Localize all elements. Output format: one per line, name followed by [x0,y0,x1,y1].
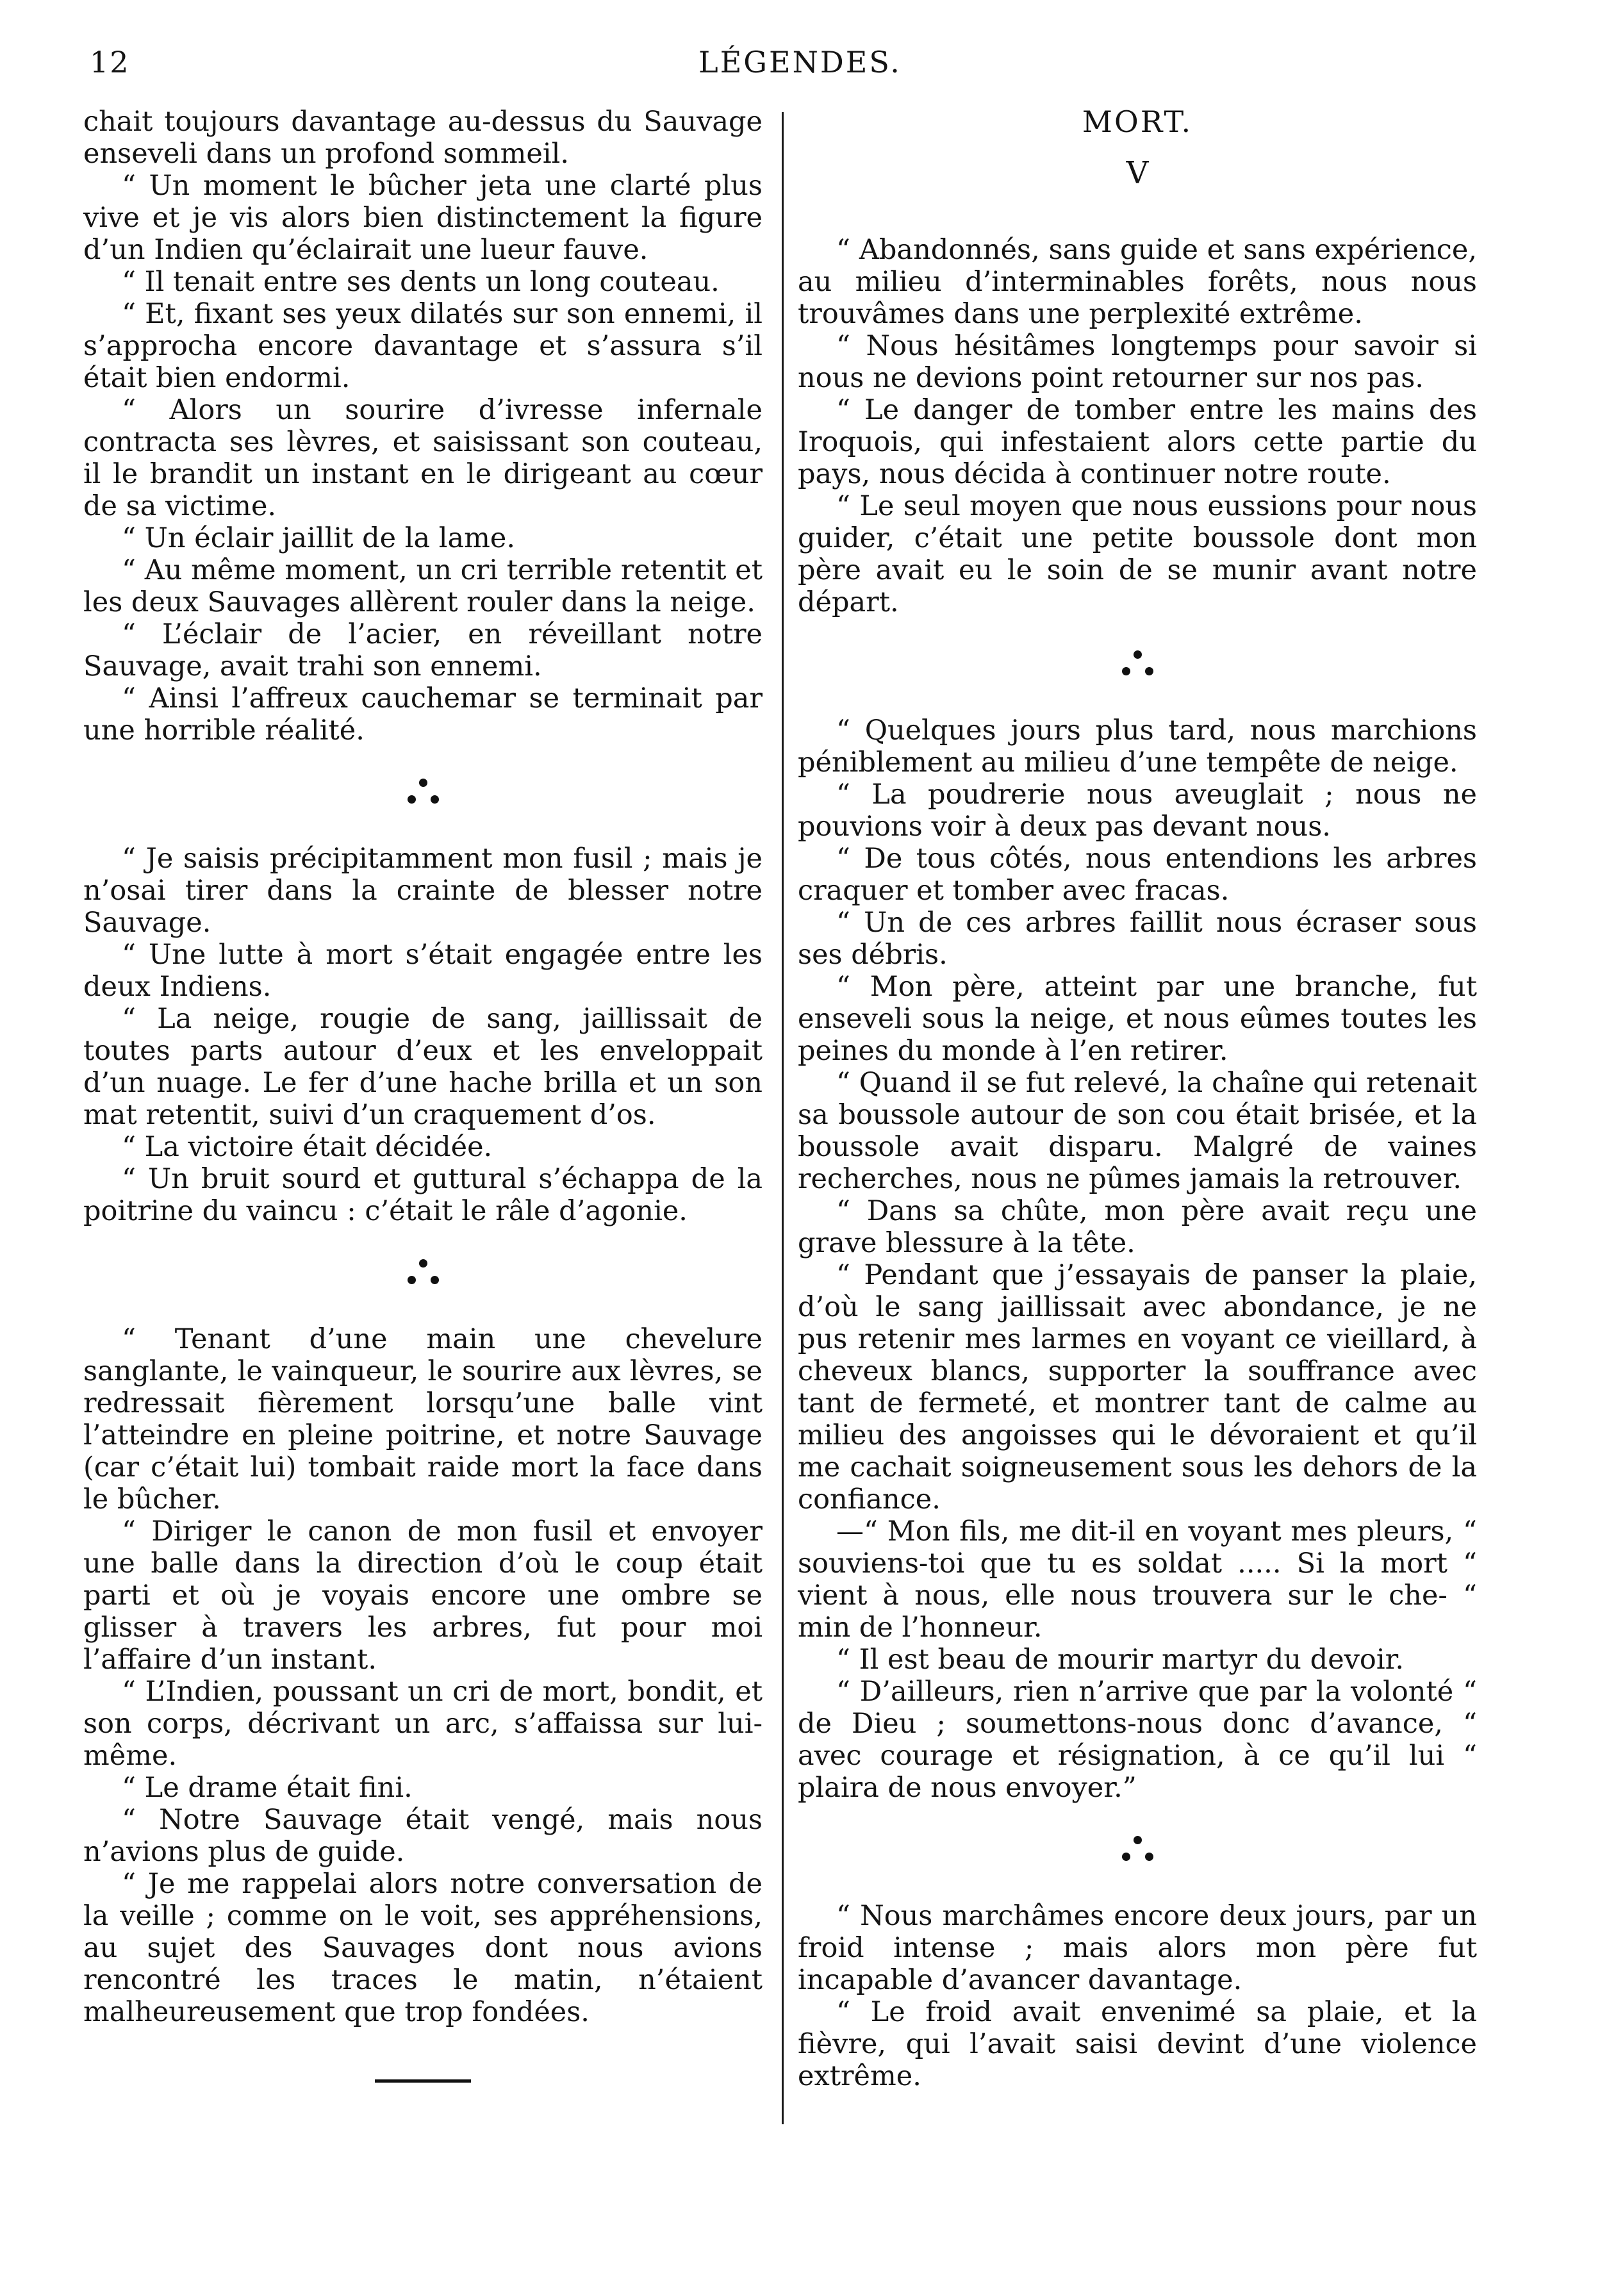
paragraph: “ Abandonnés, sans guide et sans expérience, au milieu d’interminables forêts, nous nous trouvâmes dans une perplexité extrême. [798,234,1477,330]
asterism-separator [83,1234,763,1317]
paragraph: “ L’Indien, poussant un cri de mort, bondit, et son corps, décrivant un arc, s’affaissa sur lui-même. [83,1676,763,1772]
paragraph: “ Quand il se fut relevé, la chaîne qui retenait sa boussole autour de son cou était brisée, et la boussole avait disparu. Malgré de vaines recherches, nous ne pûmes jamais la retrouver. [798,1067,1477,1195]
paragraph: “ D’ailleurs, rien n’arrive que par la volonté “ de Dieu ; soumettons-nous donc d’avance, “ avec courage et résignation, à ce qu’il lui “ plaira de nous envoyer.” [798,1676,1477,1804]
column-divider [782,112,784,2124]
paragraph: “ Quelques jours plus tard, nous marchions péniblement au milieu d’une tempête de neige. [798,714,1477,779]
paragraph: “ Dans sa chûte, mon père avait reçu une grave blessure à la tête. [798,1195,1477,1259]
paragraph: “ Ainsi l’affreux cauchemar se terminait par une horrible réalité. [83,682,763,747]
paragraph: “ Et, fixant ses yeux dilatés sur son ennemi, il s’approcha encore davantage et s’assura s’il était bien endormi. [83,298,763,394]
paragraph: “ De tous côtés, nous entendions les arbres craquer et tomber avec fracas. [798,843,1477,907]
left-column [83,106,763,2083]
paragraph: “ Une lutte à mort s’était engagée entre les deux Indiens. [83,939,763,1003]
paragraph: “ Nous hésitâmes longtemps pour savoir si nous ne devions point retourner sur nos pas. [798,330,1477,394]
closing-rule [375,2079,471,2083]
paragraph: “ Au même moment, un cri terrible retentit et les deux Sauvages allèrent rouler dans la neige. [83,554,763,618]
paragraph: “ Mon père, atteint par une branche, fut enseveli sous la neige, et nous eûmes toutes les peines du monde à l’en retirer. [798,971,1477,1067]
paragraph: “ Un de ces arbres faillit nous écraser sous ses débris. [798,907,1477,971]
paragraph: “ Un éclair jaillit de la lame. [122,522,516,554]
paragraph: “ Le drame était fini. [122,1772,413,1804]
paragraph: “ Alors un sourire d’ivresse infernale contracta ses lèvres, et saisissant son couteau, il le brandit un instant en le dirigeant au cœur de sa victime. [83,394,763,522]
section-numeral: V [1126,155,1149,191]
paragraph: “ Nous marchâmes encore deux jours, par un froid intense ; mais alors mon père fut incapable d’avancer davantage. [798,1900,1477,1996]
asterism-separator [83,753,763,836]
paragraph: “ La neige, rougie de sang, jaillissait de toutes parts autour d’eux et les enveloppait d’un nuage. Le fer d’une hache brilla et un son mat retentit, suivi d’un craquement d’os. [83,1003,763,1131]
paragraph: “ L’éclair de l’acier, en réveillant notre Sauvage, avait trahi son ennemi. [83,618,763,682]
paragraph: “ Tenant d’une main une chevelure sanglante, le vainqueur, le sourire aux lèvres, se redressait fièrement lorsqu’une balle vint l’atteindre en pleine poitrine, et notre Sauvage (car c’était lui) tombait raide mort la face dans le bûcher. [83,1323,763,1516]
paragraph: chait toujours davantage au-dessus du Sauvage enseveli dans un profond sommeil. [83,106,763,170]
paragraph: “ La poudrerie nous aveuglait ; nous ne pouvions voir à deux pas devant nous. [798,779,1477,843]
section-title: MORT. [1082,104,1193,139]
paragraph: “ Je saisis précipitamment mon fusil ; mais je n’osai tirer dans la crainte de blesser notre Sauvage. [83,843,763,939]
asterism-separator [798,1810,1477,1894]
paragraph: “ Le froid avait envenimé sa plaie, et la fièvre, qui l’avait saisi devint d’une violence extrême. [798,1996,1477,2092]
paragraph: “ Il est beau de mourir martyr du devoir. [836,1644,1405,1676]
paragraph: “ Diriger le canon de mon fusil et envoyer une balle dans la direction d’où le coup était parti et où je voyais encore une ombre se glisser à travers les arbres, fut pour moi l’affaire d’un instant. [83,1516,763,1676]
page-number: 12 [90,45,130,79]
paragraph: “ Il tenait entre ses dents un long couteau. [122,266,720,298]
paragraph: “ La victoire était décidée. [122,1131,493,1163]
paragraph: “ Le seul moyen que nous eussions pour nous guider, c’était une petite boussole dont mon père avait eu le soin de se munir avant notre départ. [798,490,1477,618]
paragraph: “ Je me rappelai alors notre conversation de la veille ; comme on le voit, ses appréhensions, au sujet des Sauvages dont nous avions rencontré les traces le matin, n’étaient malheureusement que trop fondées. [83,1868,763,2028]
asterism-separator [798,625,1477,708]
paragraph: “ Pendant que j’essayais de panser la plaie, d’où le sang jaillissait avec abondance, je ne pus retenir mes larmes en voyant ce vieillard, à cheveux blancs, supporter la souffrance avec tant de fermeté, et montrer tant de calme au milieu des angoisses qui le dévoraient et qu’il me cachait soigneusement sous les dehors de la confiance. [798,1259,1477,1516]
right-column [798,106,1477,2092]
paragraph: “ Notre Sauvage était vengé, mais nous n’avions plus de guide. [83,1804,763,1868]
paragraph: “ Un bruit sourd et guttural s’échappa de la poitrine du vaincu : c’était le râle d’agonie. [83,1163,763,1227]
paragraph: —“ Mon fils, me dit-il en voyant mes pleurs, “ souviens-toi que tu es soldat ..... Si la mort “ vient à nous, elle nous trouvera sur le che- “ min de l’honneur. [798,1516,1477,1644]
running-title: LÉGENDES. [698,45,902,79]
paragraph: “ Un moment le bûcher jeta une clarté plus vive et je vis alors bien distinctement la figure d’un Indien qu’éclairait une lueur fauve. [83,170,763,266]
paragraph: “ Le danger de tomber entre les mains des Iroquois, qui infestaient alors cette partie du pays, nous décida à continuer notre route. [798,394,1477,490]
page-header [83,45,1517,96]
